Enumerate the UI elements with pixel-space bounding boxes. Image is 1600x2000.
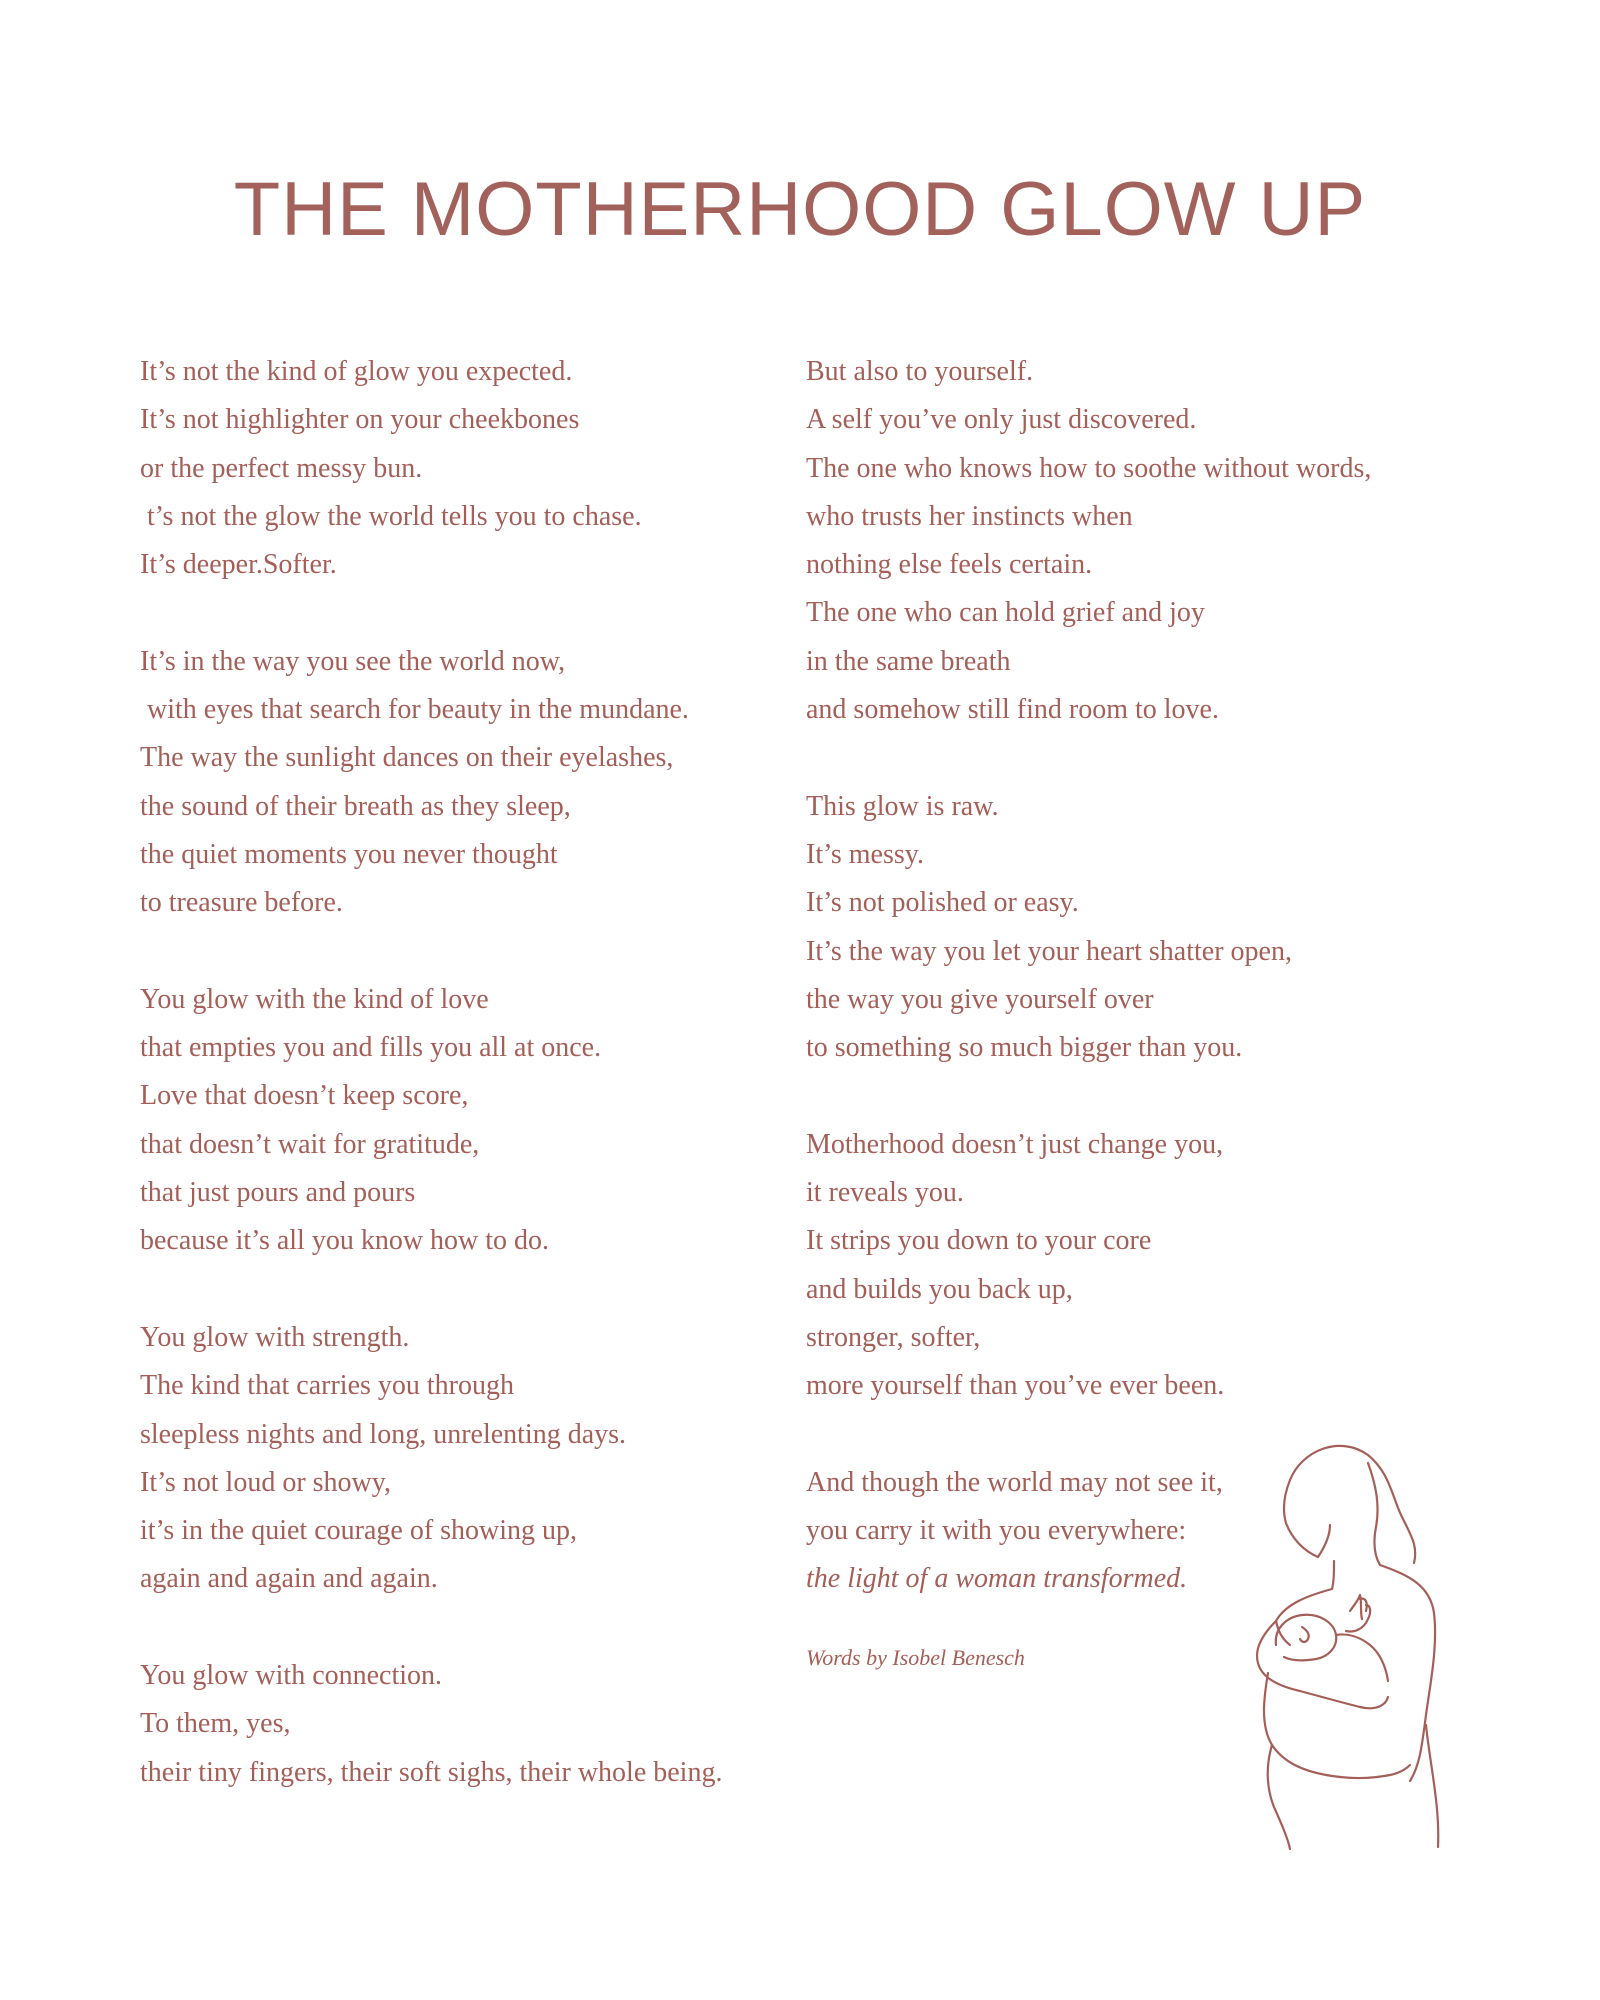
poem-line: It’s the way you let your heart shatter open, xyxy=(806,935,1292,967)
poem-line: And though the world may not see it, xyxy=(806,1466,1223,1498)
mother-holding-baby-line-art-icon xyxy=(1230,1435,1500,1855)
poem-line: It’s not highlighter on your cheekbones xyxy=(140,404,580,436)
poem-line: to treasure before. xyxy=(140,887,343,919)
stanza xyxy=(140,1314,780,1604)
stanza xyxy=(140,976,780,1266)
poem-line: that empties you and fills you all at once. xyxy=(140,1032,602,1064)
author-credit: Words by Isobel Benesch xyxy=(806,1645,1025,1670)
poem-line: again and again and again. xyxy=(140,1563,438,1595)
poem-line: sleepless nights and long, unrelenting days. xyxy=(140,1418,627,1450)
poem-line: because it’s all you know how to do. xyxy=(140,1225,550,1257)
poem-line: that doesn’t wait for gratitude, xyxy=(140,1128,480,1160)
poem-line: to something so much bigger than you. xyxy=(806,1032,1243,1064)
poem-line: The one who can hold grief and joy xyxy=(806,597,1205,629)
stanza-gap xyxy=(140,589,780,637)
poem-line: more yourself than you’ve ever been. xyxy=(806,1370,1225,1402)
stanza xyxy=(806,348,1446,734)
poem-line: Love that doesn’t keep score, xyxy=(140,1080,469,1112)
poem-line: in the same breath xyxy=(806,645,1011,677)
poem-line: You glow with strength. xyxy=(140,1321,410,1353)
stanza xyxy=(140,348,780,589)
poem-line: and somehow still find room to love. xyxy=(806,694,1219,726)
poem-line: You glow with the kind of love xyxy=(140,983,489,1015)
stanza-gap xyxy=(140,1266,780,1314)
poem-left-column xyxy=(140,348,780,1797)
poem-line: nothing else feels certain. xyxy=(806,549,1093,581)
poem-line: the way you give yourself over xyxy=(806,983,1154,1015)
stanza-gap xyxy=(806,1072,1446,1120)
poem-line: Motherhood doesn’t just change you, xyxy=(806,1128,1224,1160)
poem-line: This glow is raw. xyxy=(806,790,999,822)
stanza-gap xyxy=(140,1604,780,1652)
poem-line: the quiet moments you never thought xyxy=(140,838,558,870)
poem-line: that just pours and pours xyxy=(140,1177,416,1209)
poem-line: It’s not loud or showy, xyxy=(140,1466,391,1498)
poem-line: who trusts her instincts when xyxy=(806,500,1133,532)
poem-line: with eyes that search for beauty in the mundane. xyxy=(140,694,689,726)
poem-line: The kind that carries you through xyxy=(140,1370,515,1402)
poem-line: The one who knows how to soothe without words, xyxy=(806,452,1372,484)
stanza xyxy=(140,1652,780,1797)
poem-line: It’s not polished or easy. xyxy=(806,887,1079,919)
poem-right-column xyxy=(806,348,1446,1604)
stanza-gap xyxy=(140,928,780,976)
poem-line: t’s not the glow the world tells you to chase. xyxy=(140,500,642,532)
poem-line: It’s deeper.Softer. xyxy=(140,549,337,581)
poem-line: it’s in the quiet courage of showing up, xyxy=(140,1515,578,1547)
poem-line: It strips you down to your core xyxy=(806,1225,1152,1257)
poem-line: or the perfect messy bun. xyxy=(140,452,423,484)
poem-line: stronger, softer, xyxy=(806,1321,981,1353)
poem-line: and builds you back up, xyxy=(806,1273,1073,1305)
poem-line: It’s not the kind of glow you expected. xyxy=(140,356,573,387)
stanza xyxy=(806,1121,1446,1411)
poem-line: it reveals you. xyxy=(806,1177,964,1209)
poem-line: It’s in the way you see the world now, xyxy=(140,645,566,677)
poem-line: It’s messy. xyxy=(806,838,924,870)
poem-line: You glow with connection. xyxy=(140,1660,443,1692)
poem-line: The way the sunlight dances on their eyelashes, xyxy=(140,742,674,774)
poem-line: But also to yourself. xyxy=(806,356,1034,387)
poem-line: their tiny fingers, their soft sighs, their whole being. xyxy=(140,1756,723,1788)
poem-line: the sound of their breath as they sleep, xyxy=(140,790,571,822)
stanza xyxy=(806,783,1446,1073)
stanza xyxy=(140,638,780,928)
poem-line: A self you’ve only just discovered. xyxy=(806,404,1197,436)
page-title: THE MOTHERHOOD GLOW UP xyxy=(233,167,1367,252)
stanza-gap xyxy=(806,734,1446,782)
poem-line: To them, yes, xyxy=(140,1708,291,1740)
poem-closing-line: the light of a woman transformed. xyxy=(806,1563,1188,1595)
poem-line: you carry it with you everywhere: xyxy=(806,1515,1187,1547)
